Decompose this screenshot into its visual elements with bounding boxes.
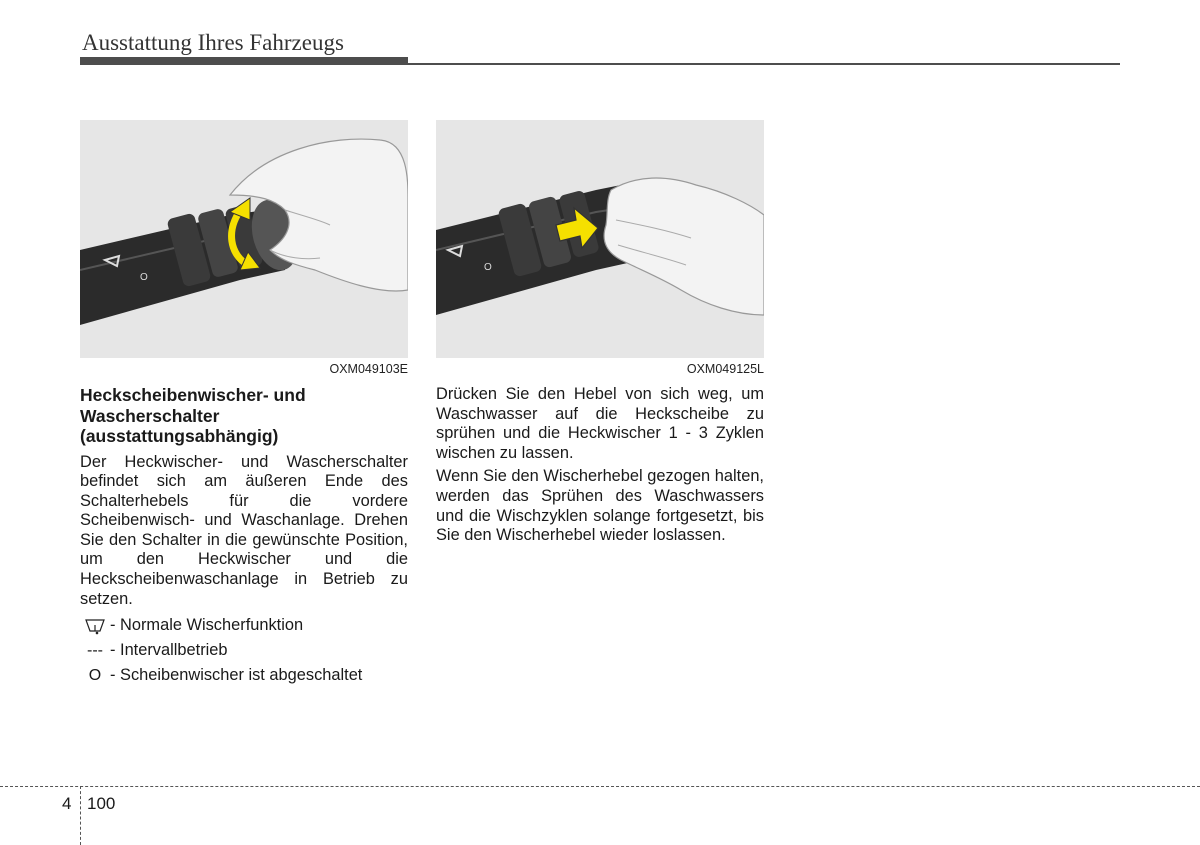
legend-item	[80, 613, 408, 638]
chapter-number: 4	[62, 794, 72, 813]
interval-symbol: ---	[87, 641, 103, 659]
figure-code: OXM049125L	[686, 362, 764, 376]
legend-item	[80, 638, 408, 663]
figure-code: OXM049103E	[329, 362, 408, 376]
footer-divider	[80, 786, 81, 845]
figure-rotate-switch	[80, 120, 408, 358]
svg-text:O: O	[484, 262, 492, 273]
wiper-mode-legend	[80, 613, 408, 688]
illustration-push-lever	[436, 120, 764, 358]
section-heading	[80, 385, 408, 447]
heading-line: (ausstattungsabhängig)	[80, 426, 279, 446]
legend-text: - Intervallbetrieb	[110, 640, 228, 659]
page-title: Ausstattung Ihres Fahrzeugs	[82, 30, 344, 55]
off-symbol: O	[88, 666, 102, 684]
body-paragraph: Der Heckwischer- und Wascherschalter befindet sich am äußeren Ende des Schalterhebels für die vordere Scheibenwisch- und Waschanlage. Drehen Sie den Schalter in die gewünschte Position, um den Heckwischer und die Heckscheibenwaschanlage in Betrieb zu setzen.	[80, 452, 408, 608]
illustration-rotate-switch	[80, 120, 408, 358]
left-column	[80, 385, 408, 688]
body-paragraph: Wenn Sie den Wischerhebel gezogen halten, werden das Sprühen des Waschwassers und die Wischzyklen solange fortgesetzt, bis Sie den Wischerhebel wieder loslassen.	[436, 467, 764, 545]
header-rule-thin	[408, 63, 1120, 65]
legend-item	[80, 663, 408, 688]
footer-rule	[0, 786, 1200, 787]
wiper-icon	[80, 617, 110, 635]
heading-line: Heckscheibenwischer- und	[80, 385, 306, 405]
heading-line: Wascherschalter	[80, 405, 220, 426]
body-paragraph: Drücken Sie den Hebel von sich weg, um Waschwasser auf die Heckscheibe zu sprühen und die Heckwischer 1 - 3 Zyklen wischen zu lassen.	[436, 385, 764, 462]
svg-text:O: O	[140, 272, 148, 283]
header-rule-thick	[80, 57, 408, 65]
page-number: 100	[87, 794, 116, 813]
figure-push-lever	[436, 120, 764, 358]
legend-text: - Scheibenwischer ist abgeschaltet	[110, 665, 363, 684]
legend-text: - Normale Wischerfunktion	[110, 615, 304, 634]
right-column	[436, 385, 764, 546]
